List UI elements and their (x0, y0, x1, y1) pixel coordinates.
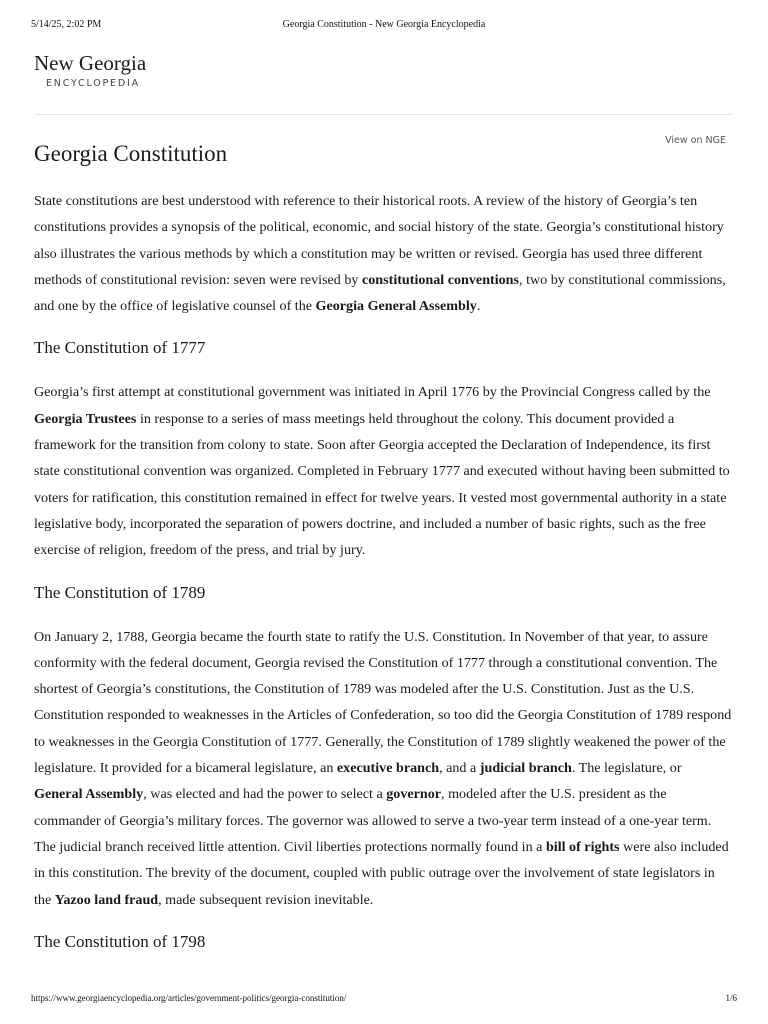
link-bill-of-rights[interactable]: bill of rights (545, 838, 620, 855)
logo-main-text: New Georgia (34, 51, 147, 75)
link-governor[interactable]: governor (386, 786, 442, 803)
heading-constitution-1777: The Constitution of 1777 (34, 338, 206, 358)
article-content (34, 138, 732, 973)
paragraph-1789: On January 2, 1788, Georgia became the fourth state to ratify the U.S. Constitution. In November of that year, to assure conformity with the federal document, Georgia revised the Constitution of 1777 through a constitutional convention. The shortest of Georgia’s constitutions, the Constitution of 1789 was modeled after the U.S. Constitution. Just as the U.S. Constitution responded to weaknesses in the Articles of Confederation, so too did the Georgia Constitution of 1789 respond to weaknesses in the Georgia Constitution of 1777. Generally, the Constitution of 1789 slightly weakened the power of the legislature. It provided for a bicameral legislature, an executive branch, and a judicial branch. The legislature, or General Assembly, was elected and had the power to select a governor, modeled after the U.S. president as the commander of Georgia’s military forces. The governor was allowed to serve a two-year term instead of a one-year term. The judicial branch received little attention. Civil liberties protections normally found in a bill of rights were also included in this constitution. The brevity of the document, coupled with public outrage over the involvement of state legislators in the Yazoo land fraud, made subsequent revision inevitable. (34, 628, 732, 908)
page-title: Georgia Constitution (34, 141, 228, 166)
site-logo[interactable] (34, 50, 146, 89)
link-yazoo-land-fraud[interactable]: Yazoo land fraud (54, 891, 159, 908)
link-georgia-general-assembly[interactable]: Georgia General Assembly (315, 298, 477, 315)
link-general-assembly[interactable]: General Assembly (34, 786, 144, 803)
heading-constitution-1789: The Constitution of 1789 (34, 582, 206, 602)
print-url: https://www.georgiaencyclopedia.org/articles/government-politics/georgia-constitution/ (31, 993, 347, 1003)
paragraph-1777: Georgia’s first attempt at constitutional government was initiated in April 1776 by the Provincial Congress called by the Georgia Trustees in response to a series of mass meetings held throughout the colony. This document provided a framework for the transition from colony to state. Soon after Georgia accepted the Declaration of Independence, its first state constitutional convention was organized. Completed in February 1777 and executed without having been submitted to voters for ratification, this constitution remained in effect for twelve years. It vested most governmental authority in a state legislative body, incorporated the separation of powers doctrine, and included a number of basic rights, such as the free exercise of religion, freedom of the press, and trial by jury. (34, 384, 730, 559)
heading-constitution-1798: The Constitution of 1798 (34, 931, 206, 951)
intro-paragraph: State constitutions are best understood with reference to their historical roots. A review of the history of Georgia’s ten constitutions provides a synopsis of the political, economic, and social history of the state. Georgia’s constitutional history also illustrates the various methods by which a constitution may be written or revised. Georgia has used three different methods of constitutional revision: seven were revised by constitutional conventions, two by constitutional commissions, and one by the office of legislative counsel of the Georgia General Assembly. (34, 193, 726, 315)
link-constitutional-conventions[interactable]: constitutional conventions (362, 271, 520, 288)
link-georgia-trustees[interactable]: Georgia Trustees (34, 410, 137, 427)
logo-sub-text: ENCYCLOPEDIA (46, 78, 140, 89)
header-divider (34, 114, 732, 115)
page-number: 1/6 (725, 993, 737, 1003)
print-footer (31, 993, 737, 1005)
link-judicial-branch[interactable]: judicial branch (479, 760, 572, 777)
print-header (31, 19, 737, 33)
print-title: Georgia Constitution - New Georgia Encyclopedia (282, 19, 486, 30)
link-executive-branch[interactable]: executive branch (336, 760, 440, 777)
view-on-nge-link[interactable]: View on NGE (665, 135, 726, 146)
print-date: 5/14/25, 2:02 PM (31, 19, 102, 30)
